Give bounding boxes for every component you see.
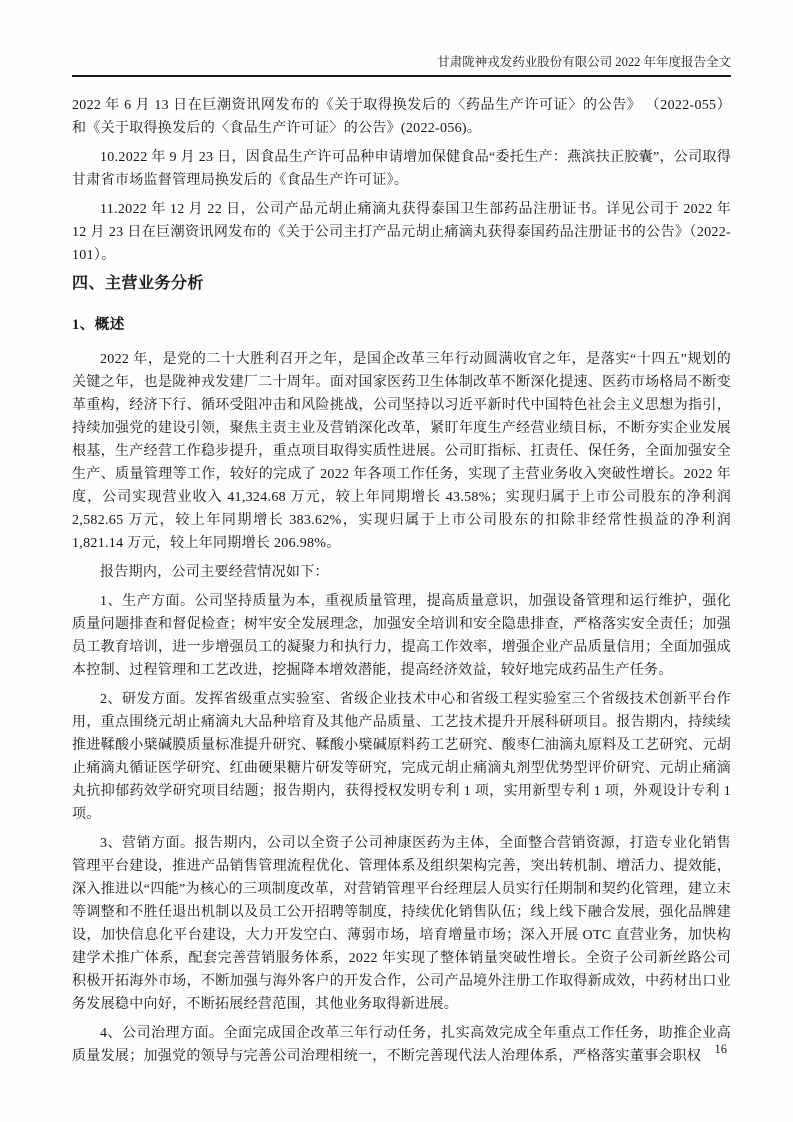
paragraph-marketing: 3、营销方面。报告期内，公司以全资子公司神康医药为主体，全面整合营销资源，打造专业化销售管理平台建设，推进产品销售管理流程优化、管理体系及组织架构完善，突出转机制、增活力、提效能，深入推进以“四能”为核心的三项制度改革，对营销管理平台经理层人员实行任期制和契约化管理，建立末等调整和不胜任退出机制以及员工公开招聘等制度，持续优化销售队伍；线上线下融合发展，强化品牌建设，加快信息化平台建设，大力开发空白、薄弱市场，培育增量市场；深入开展 OTC 直营业务，加快构建学术推广体系，配套完善营销服务体系，2022 年实现了整体销量突破性增长。全资子公司新丝路公司积极开拓海外市场，不断加强与海外客户的开发合作，公司产品境外注册工作取得新成效，中药材出口业务发展稳中向好，不断拓展经营范围，其他业务取得新进展。	[72, 836, 731, 1012]
page-header: 甘肃陇神戎发药业股份有限公司 2022 年年度报告全文	[72, 0, 731, 77]
section-heading-main-business-analysis: 四、主营业务分析	[72, 275, 205, 292]
paragraph-report-intro: 报告期内，公司主要经营情况如下：	[100, 565, 329, 580]
paragraph-governance: 4、公司治理方面。全面完成国企改革三年行动任务，扎实高效完成全年重点工作任务，助推企业高质量发展；加强党的领导与完善公司治理相统一，不断完善现代法人治理体系，严格落实董事会职权	[72, 1026, 731, 1064]
page-body	[72, 77, 731, 1068]
paragraph-intro-continuation: 2022 年 6 月 13 日在巨潮资讯网发布的《关于取得换发后的〈药品生产许可证〉的公告》 （2022-055）和《关于取得换发后的〈食品生产许可证〉的公告》(2022-056)。	[72, 98, 731, 136]
paragraph-overview: 2022 年，是党的二十大胜利召开之年，是国企改革三年行动圆满收官之年，是落实“十四五”规划的关键之年，也是陇神戎发建厂二十周年。面对国家医药卫生体制改革不断深化提速、医药市场格局不断变革重构，经济下行、循环受阻冲击和风险挑战，公司坚持以习近平新时代中国特色社会主义思想为指引，持续加强党的建设引领，聚焦主责主业及营销深化改革，紧盯年度生产经营业绩目标，不断夯实企业发展根基，生产经营工作稳步提升，重点项目取得实质性进展。公司盯指标、扛责任、保任务，全面加强安全生产、质量管理等工作，较好的完成了 2022 年各项工作任务，实现了主营业务收入突破性增长。2022 年度，公司实现营业收入 41,324.68 万元，较上年同期增长 43.58%；实现归属于上市公司股东的净利润 2,582.65 万元，较上年同期增长 383.62%，实现归属于上市公司股东的扣除非经常性损益的净利润 1,821.14 万元，较上年同期增长 206.98%。	[72, 352, 731, 551]
page-number: 16	[714, 1042, 727, 1056]
paragraph-item-11: 11.2022 年 12 月 22 日，公司产品元胡止痛滴丸获得泰国卫生部药品注册证书。详见公司于 2022 年 12 月 23 日在巨潮资讯网发布的《关于公司主打产品元胡止痛滴丸获得泰国药品注册证书的公告》（2022-101）。	[72, 202, 731, 263]
paragraph-rnd: 2、研发方面。发挥省级重点实验室、省级企业技术中心和省级工程实验室三个省级技术创新平台作用，重点围绕元胡止痛滴丸大品种培育及其他产品质量、工艺技术提升开展科研项目。报告期内，持续续推进鞣酸小檗碱膜质量标准提升研究、鞣酸小檗碱原料药工艺研究、酸枣仁油滴丸原料及工艺研究、元胡止痛滴丸循证医学研究、红曲硬果糖片研发等研究，完成元胡止痛滴丸剂型优势型评价研究、元胡止痛滴丸抗抑郁药效学研究项目结题；报告期内，获得授权发明专利 1 项，实用新型专利 1 项，外观设计专利 1 项。	[72, 692, 731, 822]
paragraph-production: 1、生产方面。公司坚持质量为本，重视质量管理，提高质量意识，加强设备管理和运行维护，强化质量问题排查和督促检查；树牢安全发展理念，加强安全培训和安全隐患排查，严格落实安全责任；加强员工教育培训，进一步增强员工的凝聚力和执行力，提高工作效率，增强企业产品质量信用；全面加强成本控制、过程管理和工艺改进，挖掘降本增效潜能，提高经济效益，较好地完成药品生产任务。	[72, 594, 731, 678]
paragraph-item-10: 10.2022 年 9 月 23 日，因食品生产许可品种申请增加保健食品“委托生产：燕滨扶正胶囊”，公司取得甘肃省市场监督管理局换发后的《食品生产许可证》。	[72, 150, 731, 188]
sub-heading-overview: 1、概述	[72, 317, 125, 333]
